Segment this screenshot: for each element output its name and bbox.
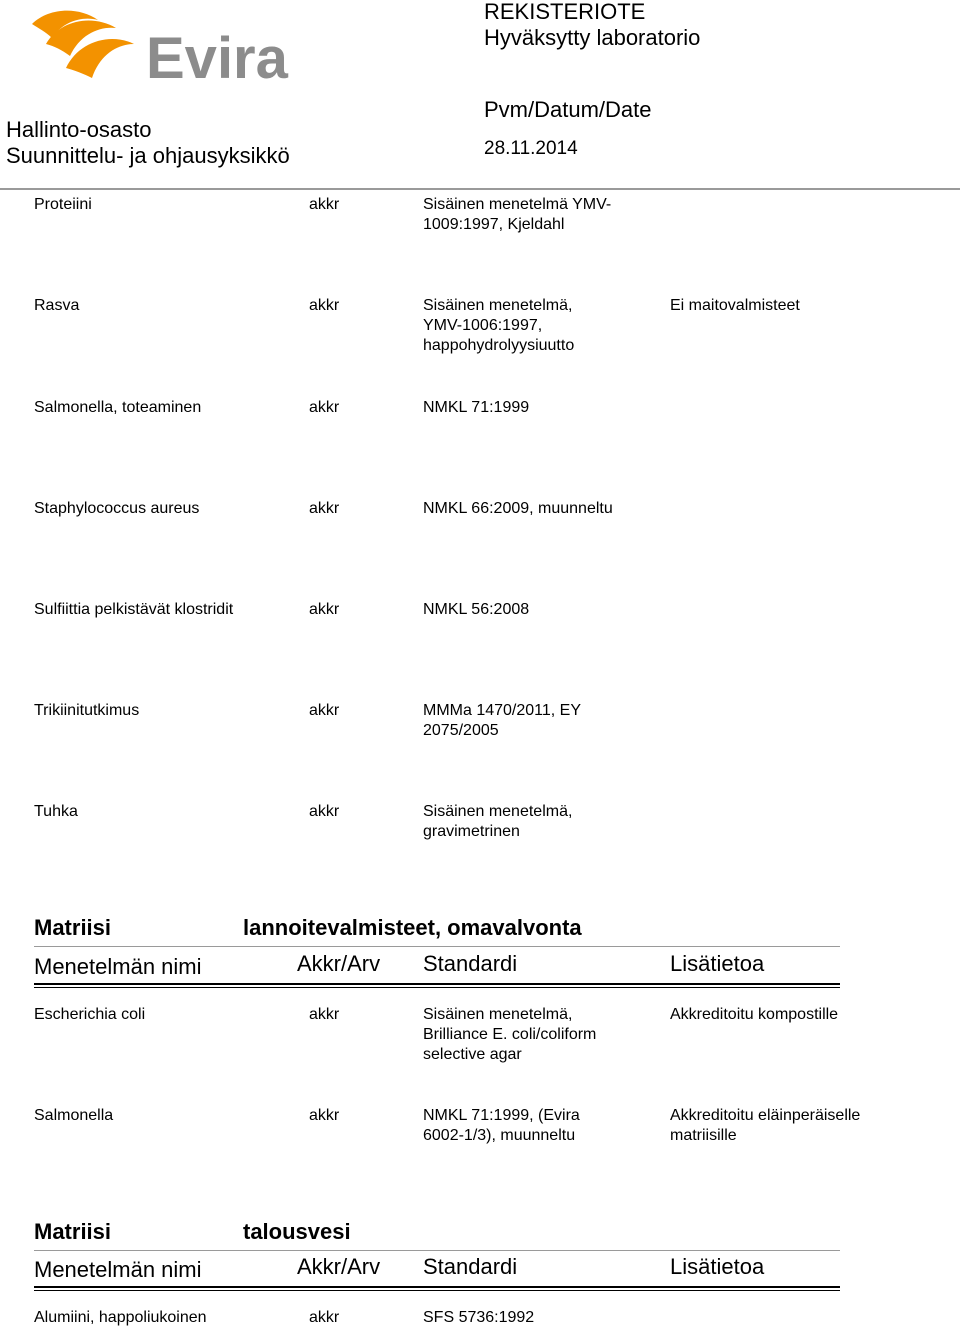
column-header-divider <box>34 983 840 988</box>
column-header-accreditation: Akkr/Arv <box>297 951 381 976</box>
section-divider <box>34 1250 840 1251</box>
standard: NMKL 71:1999, (Evira 6002-1/3), muunneltu <box>423 1107 580 1144</box>
matrix-label: Matriisi <box>34 1219 112 1244</box>
section-divider <box>34 946 840 947</box>
method-name: Sulfiittia pelkistävät klostridit <box>34 601 234 618</box>
accreditation-status: akkr <box>309 297 340 314</box>
matrix-label: Matriisi <box>34 915 112 940</box>
accreditation-status: akkr <box>309 702 340 719</box>
column-header-method: Menetelmän nimi <box>34 954 202 979</box>
standard: Sisäinen menetelmä YMV- 1009:1997, Kjeldahl <box>423 196 612 233</box>
evira-logo-mark <box>26 2 306 88</box>
evira-logo <box>26 2 306 88</box>
unit-name: Suunnittelu- ja ohjausyksikkö <box>6 143 290 168</box>
document-subtitle: Hyväksytty laboratorio <box>484 25 701 50</box>
column-header-divider <box>34 1286 840 1291</box>
date-label: Pvm/Datum/Date <box>484 97 652 122</box>
column-header-info: Lisätietoa <box>670 951 765 976</box>
method-name: Proteiini <box>34 196 92 213</box>
standard: MMMa 1470/2011, EY 2075/2005 <box>423 702 582 739</box>
accreditation-status: akkr <box>309 196 340 213</box>
standard: NMKL 71:1999 <box>423 399 530 416</box>
standard: Sisäinen menetelmä, YMV-1006:1997, happohydrolyysiuutto <box>423 297 575 354</box>
column-header-info: Lisätietoa <box>670 1254 765 1279</box>
accreditation-status: akkr <box>309 500 340 517</box>
column-header-standard: Standardi <box>423 1254 518 1279</box>
method-name: Salmonella, toteaminen <box>34 399 202 416</box>
method-name: Rasva <box>34 297 80 314</box>
column-header-method: Menetelmän nimi <box>34 1257 202 1282</box>
date-value: 28.11.2014 <box>484 138 578 159</box>
accreditation-status: akkr <box>309 803 340 820</box>
method-name: Salmonella <box>34 1107 114 1124</box>
accreditation-status: akkr <box>309 1107 340 1124</box>
matrix-value: talousvesi <box>243 1219 351 1244</box>
column-header-accreditation: Akkr/Arv <box>297 1254 381 1279</box>
method-name: Staphylococcus aureus <box>34 500 200 517</box>
matrix-value: lannoitevalmisteet, omavalvonta <box>243 915 582 940</box>
method-name: Trikiinitutkimus <box>34 702 140 719</box>
header-divider <box>0 188 960 190</box>
additional-info: Ei maitovalmisteet <box>670 297 800 314</box>
method-name: Alumiini, happoliukoinen <box>34 1309 207 1326</box>
document-type: REKISTERIOTE <box>484 0 646 24</box>
additional-info: Akkreditoitu kompostille <box>670 1006 839 1023</box>
logo-wordmark: Evira <box>146 26 288 88</box>
standard: SFS 5736:1992 <box>423 1309 535 1326</box>
accreditation-status: akkr <box>309 1006 340 1023</box>
accreditation-status: akkr <box>309 399 340 416</box>
method-name: Escherichia coli <box>34 1006 146 1023</box>
column-header-standard: Standardi <box>423 951 518 976</box>
standard: Sisäinen menetelmä, gravimetrinen <box>423 803 573 840</box>
additional-info: Akkreditoitu eläinperäiselle matriisille <box>670 1107 861 1144</box>
standard: NMKL 56:2008 <box>423 601 530 618</box>
accreditation-status: akkr <box>309 1309 340 1326</box>
standard: Sisäinen menetelmä, Brilliance E. coli/coliform selective agar <box>423 1006 597 1063</box>
department-name: Hallinto-osasto <box>6 117 152 142</box>
accreditation-status: akkr <box>309 601 340 618</box>
standard: NMKL 66:2009, muunneltu <box>423 500 613 517</box>
method-name: Tuhka <box>34 803 78 820</box>
